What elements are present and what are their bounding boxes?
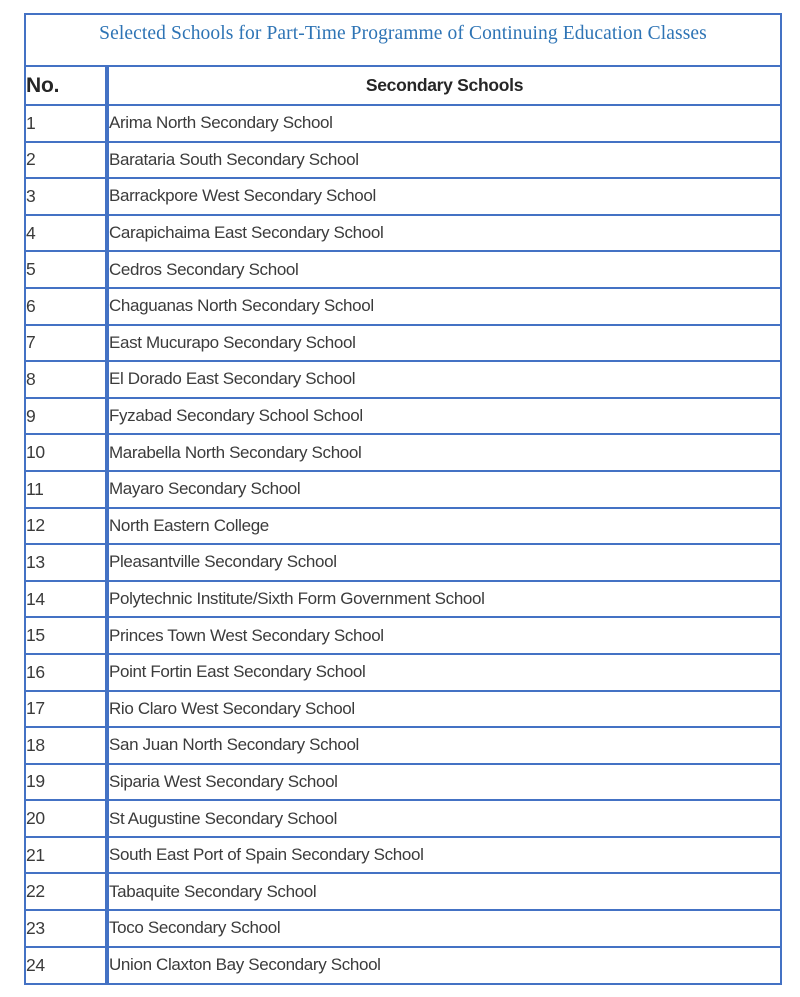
school-name-cell: Polytechnic Institute/Sixth Form Government School [107,581,780,618]
table-row [26,434,780,471]
column-header-secondary-schools: Secondary Schools [107,67,780,105]
row-number-cell: 23 [26,910,107,947]
school-name-cell: Barataria South Secondary School [107,142,780,179]
row-number-cell: 3 [26,178,107,215]
school-name-cell: Cedros Secondary School [107,251,780,288]
table-row [26,544,780,581]
row-number-cell: 15 [26,617,107,654]
table-header [26,67,780,105]
schools-table-container [24,13,782,985]
schools-table [26,67,780,983]
school-name-cell: North Eastern College [107,508,780,545]
row-number-cell: 4 [26,215,107,252]
table-row [26,800,780,837]
table-row [26,471,780,508]
row-number-cell: 22 [26,873,107,910]
row-number-cell: 18 [26,727,107,764]
table-row [26,581,780,618]
school-name-cell: Chaguanas North Secondary School [107,288,780,325]
table-row [26,361,780,398]
school-name-cell: Marabella North Secondary School [107,434,780,471]
table-row [26,947,780,984]
table-row [26,398,780,435]
row-number-cell: 16 [26,654,107,691]
table-row [26,251,780,288]
column-header-no: No. [26,67,107,105]
table-row [26,764,780,801]
school-name-cell: East Mucurapo Secondary School [107,325,780,362]
row-number-cell: 9 [26,398,107,435]
school-name-cell: San Juan North Secondary School [107,727,780,764]
table-row [26,910,780,947]
table-row [26,288,780,325]
school-name-cell: Arima North Secondary School [107,105,780,142]
page-title: Selected Schools for Part-Time Programme of Continuing Education Classes [99,23,707,44]
school-name-cell: Siparia West Secondary School [107,764,780,801]
row-number-cell: 24 [26,947,107,984]
school-name-cell: El Dorado East Secondary School [107,361,780,398]
row-number-cell: 7 [26,325,107,362]
school-name-cell: Fyzabad Secondary School School [107,398,780,435]
row-number-cell: 11 [26,471,107,508]
row-number-cell: 19 [26,764,107,801]
table-row [26,873,780,910]
table-row [26,654,780,691]
table-row [26,691,780,728]
row-number-cell: 17 [26,691,107,728]
school-name-cell: Barrackpore West Secondary School [107,178,780,215]
school-name-cell: South East Port of Spain Secondary School [107,837,780,874]
row-number-cell: 2 [26,142,107,179]
school-name-cell: Tabaquite Secondary School [107,873,780,910]
row-number-cell: 14 [26,581,107,618]
table-title-row [26,15,780,67]
row-number-cell: 6 [26,288,107,325]
school-name-cell: Rio Claro West Secondary School [107,691,780,728]
table-row [26,105,780,142]
table-row [26,142,780,179]
row-number-cell: 10 [26,434,107,471]
table-row [26,325,780,362]
row-number-cell: 12 [26,508,107,545]
table-row [26,215,780,252]
school-name-cell: Toco Secondary School [107,910,780,947]
school-name-cell: St Augustine Secondary School [107,800,780,837]
table-row [26,837,780,874]
table-row [26,727,780,764]
school-name-cell: Point Fortin East Secondary School [107,654,780,691]
table-body [26,105,780,983]
school-name-cell: Union Claxton Bay Secondary School [107,947,780,984]
table-row [26,617,780,654]
row-number-cell: 21 [26,837,107,874]
row-number-cell: 20 [26,800,107,837]
school-name-cell: Mayaro Secondary School [107,471,780,508]
row-number-cell: 1 [26,105,107,142]
school-name-cell: Pleasantville Secondary School [107,544,780,581]
row-number-cell: 8 [26,361,107,398]
row-number-cell: 13 [26,544,107,581]
table-header-row [26,67,780,105]
table-row [26,178,780,215]
table-row [26,508,780,545]
school-name-cell: Carapichaima East Secondary School [107,215,780,252]
row-number-cell: 5 [26,251,107,288]
school-name-cell: Princes Town West Secondary School [107,617,780,654]
